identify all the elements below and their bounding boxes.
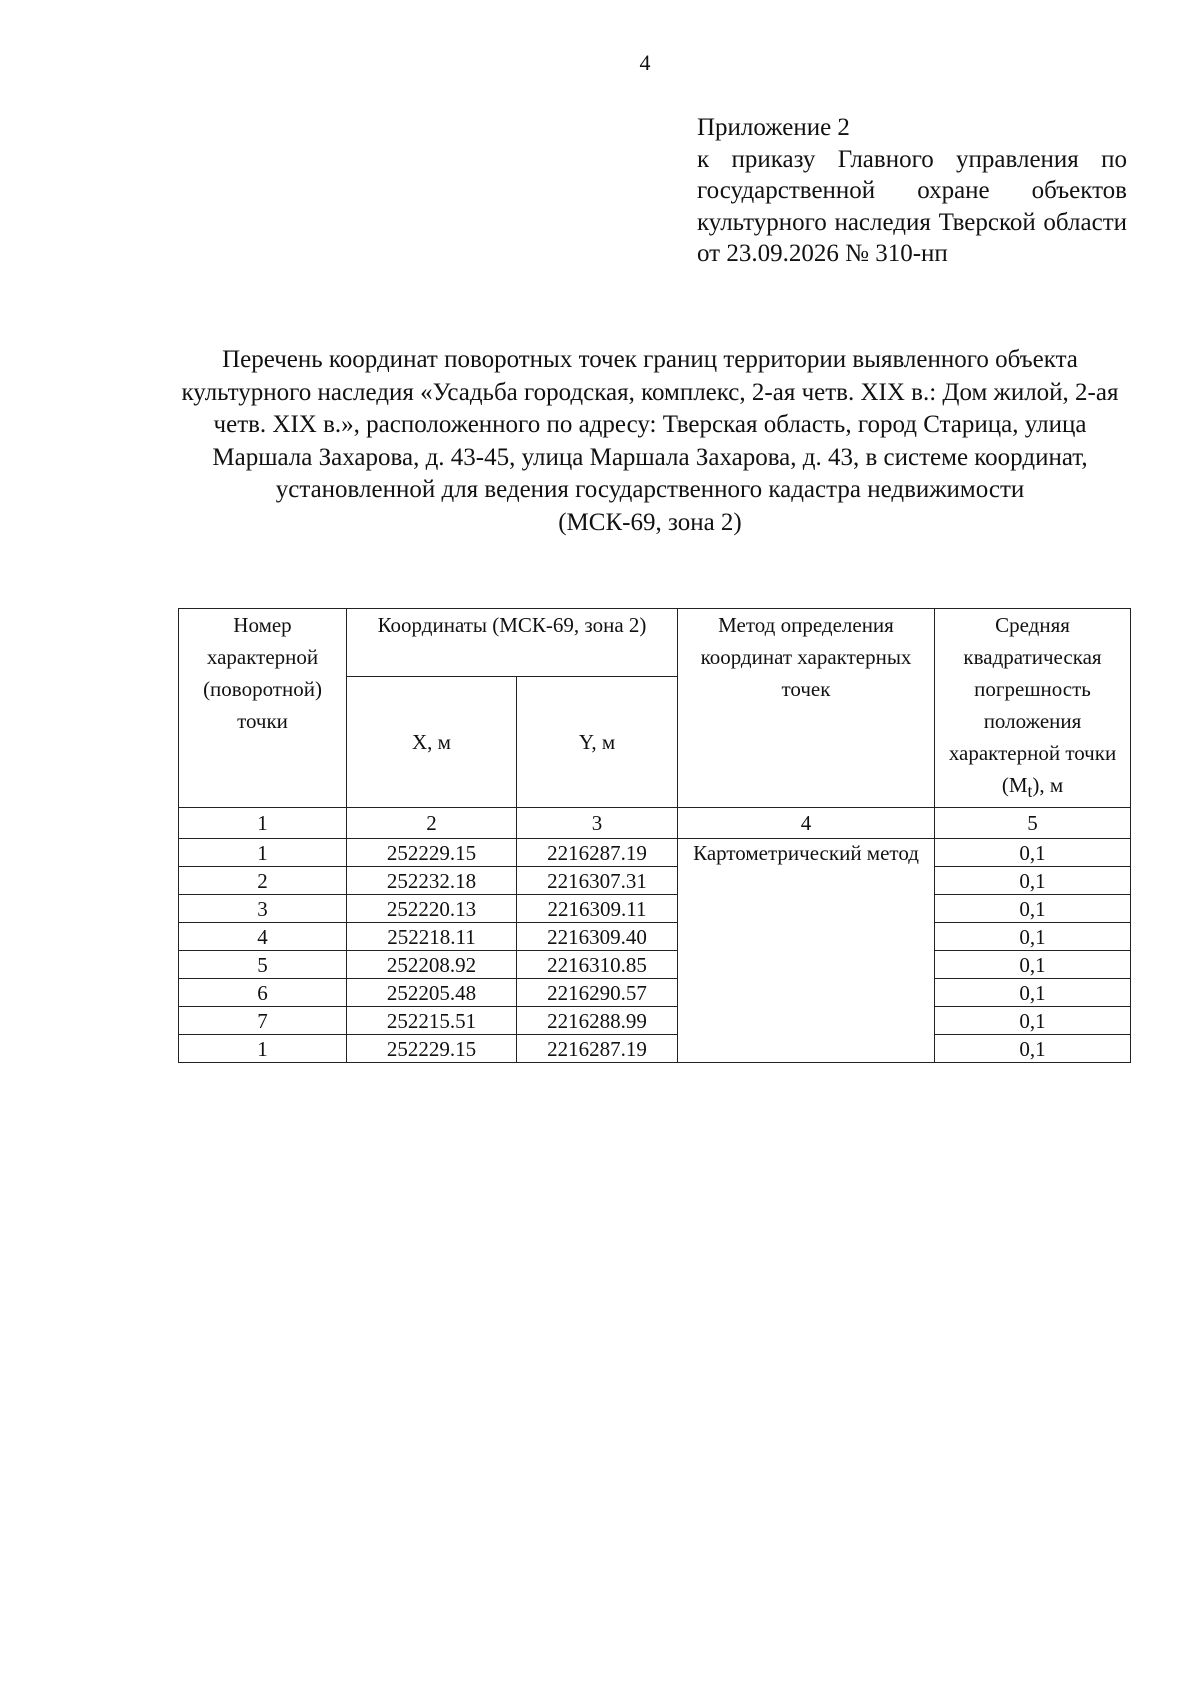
coordinates-table [178,608,1131,1063]
point-cell: 1 [179,839,347,867]
error-cell: 0,1 [935,839,1131,867]
y-cell: 2216309.40 [517,923,678,951]
x-cell: 252205.48 [347,979,517,1007]
document-title-block [170,344,1130,539]
header-error [935,609,1131,808]
point-cell: 5 [179,951,347,979]
x-cell: 252208.92 [347,951,517,979]
error-cell: 0,1 [935,895,1131,923]
point-cell: 3 [179,895,347,923]
error-cell: 0,1 [935,979,1131,1007]
table-row [179,1035,1131,1063]
header-error-subscript: t [1027,781,1033,802]
header-y: Y, м [517,677,678,808]
point-cell: 2 [179,867,347,895]
table-row [179,839,1131,867]
y-cell: 2216310.85 [517,951,678,979]
column-number: 4 [678,808,935,839]
x-cell: 252218.11 [347,923,517,951]
header-point-number: Номер характерной (поворотной) точки [179,609,347,808]
appendix-block [697,112,1127,270]
page-number: 4 [639,50,651,75]
method-cell: Картометрический метод [678,839,935,1063]
point-cell: 4 [179,923,347,951]
header-error-text: Средняя квадратическая погрешность положения характерной точки (M [948,613,1117,797]
error-cell: 0,1 [935,867,1131,895]
x-cell: 252215.51 [347,1007,517,1035]
appendix-reference: к приказу Главного управления по государственной охране объектов культурного наследия Тверской области от 23.09.2026 № 310-нп [697,145,1127,267]
header-x: X, м [347,677,517,808]
y-cell: 2216290.57 [517,979,678,1007]
column-number: 3 [517,808,678,839]
table-row [179,1007,1131,1035]
table-row [179,867,1131,895]
x-cell: 252229.15 [347,839,517,867]
column-number: 2 [347,808,517,839]
point-cell: 1 [179,1035,347,1063]
appendix-label: Приложение 2 [697,114,850,141]
y-cell: 2216309.11 [517,895,678,923]
column-number-row [179,808,1131,839]
error-cell: 0,1 [935,1007,1131,1035]
column-number: 5 [935,808,1131,839]
y-cell: 2216287.19 [517,839,678,867]
document-subtitle: (МСК-69, зона 2) [558,508,742,536]
point-cell: 7 [179,1007,347,1035]
document-title: Перечень координат поворотных точек границ территории выявленного объекта культурного наследия «Усадьба городская, комплекс, 2-ая четв. XIX в.: Дом жилой, 2-ая четв. XIX в.», расположенного по адресу: Тверская область, город Старица, улица Маршала Захарова, д. 43-45, улица Маршала Захарова, д. 43, в системе координат, установленной для ведения государственного кадастра недвижимости [181,346,1119,503]
y-cell: 2216287.19 [517,1035,678,1063]
error-cell: 0,1 [935,923,1131,951]
column-number: 1 [179,808,347,839]
header-error-tail: ), м [1032,773,1064,797]
table-row [179,951,1131,979]
point-cell: 6 [179,979,347,1007]
x-cell: 252229.15 [347,1035,517,1063]
y-cell: 2216288.99 [517,1007,678,1035]
table-header-row [179,609,1131,677]
x-cell: 252220.13 [347,895,517,923]
table-row [179,895,1131,923]
table-row [179,923,1131,951]
table-row [179,979,1131,1007]
header-coordinates: Координаты (МСК-69, зона 2) [347,609,678,677]
header-method: Метод определения координат характерных точек [678,609,935,808]
error-cell: 0,1 [935,951,1131,979]
x-cell: 252232.18 [347,867,517,895]
error-cell: 0,1 [935,1035,1131,1063]
y-cell: 2216307.31 [517,867,678,895]
